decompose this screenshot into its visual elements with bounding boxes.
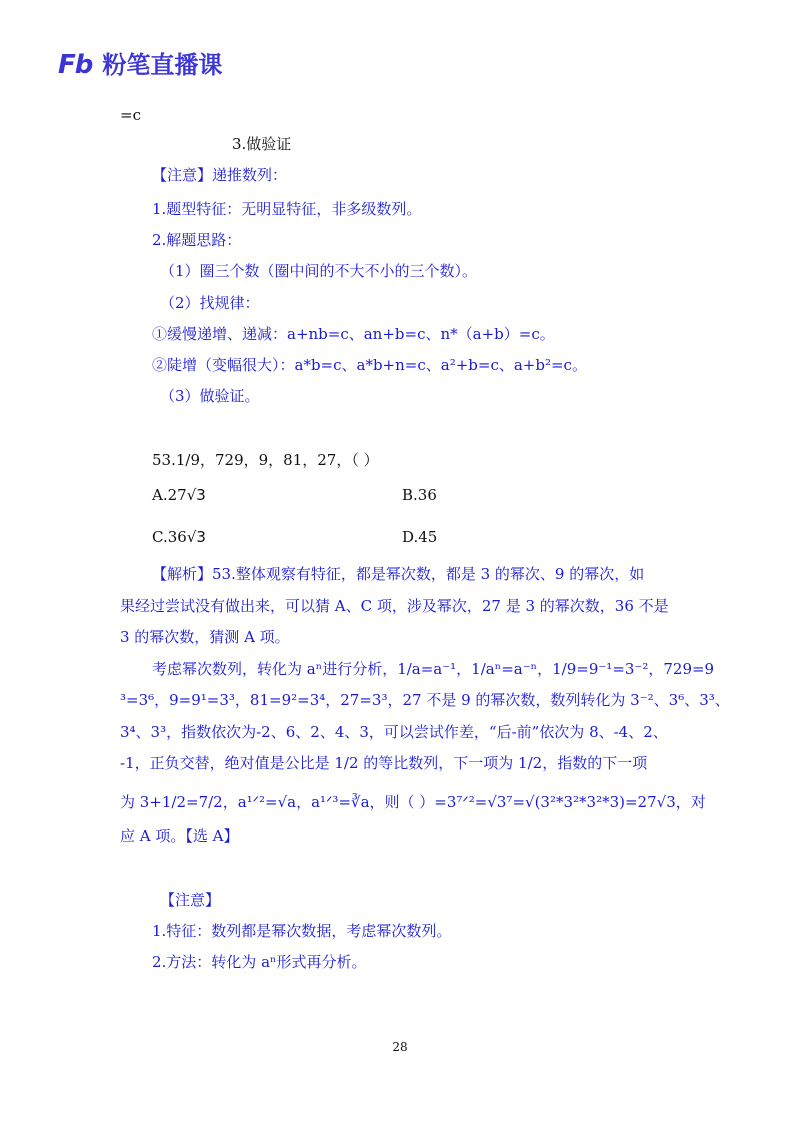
analysis-p2-line1: 考虑幂次数列，转化为 aⁿ进行分析，1/a=a⁻¹，1/aⁿ=a⁻ⁿ，1/9=9⁻¹=3⁻²，729=9	[152, 660, 715, 678]
analysis-p2-line6: 应 A 项。【选 A】	[120, 827, 239, 845]
option-c	[152, 530, 206, 545]
tip2-line2: 2.方法：转化为 aⁿ形式再分析。	[152, 953, 367, 971]
option-d: D.45	[402, 528, 438, 546]
page-number: 28	[392, 1040, 408, 1054]
tip1-line1: 1.题型特征：无明显特征，非多级数列。	[152, 200, 422, 218]
tip1-line6: ②陡增（变幅很大）：a*b=c、a*b+n=c、a²+b=c、a+b²=c。	[152, 356, 587, 374]
question-stem: 53.1/9，729，9，81，27，（ ）	[152, 451, 379, 469]
tip2-heading: 【注意】	[160, 891, 221, 909]
option-a-radical: √3	[186, 486, 206, 504]
analysis-p1-line1: 【解析】53.整体观察有特征，都是幂次数，都是 3 的幂次、9 的幂次，如	[152, 565, 645, 583]
analysis-p1-line2: 果经过尝试没有做出来，可以猜 A、C 项，涉及幂次，27 是 3 的幂次数，36 不是	[120, 597, 669, 615]
tip2-line1: 1.特征：数列都是幂次数据，考虑幂次数列。	[152, 922, 452, 940]
tip1-line3: （1）圈三个数（圈中间的不大不小的三个数）。	[160, 262, 478, 280]
analysis-p1-line3: 3 的幂次数，猜测 A 项。	[120, 628, 290, 646]
logo-text: 粉笔直播课	[102, 51, 223, 79]
analysis-p2-line5: 为 3+1/2=7/2，a¹ᐟ²=√a，a¹ᐟ³=∛a，则（ ）=3⁷ᐟ²=√3⁷=√(3²*3²*3²*3)=27√3，对	[120, 793, 706, 811]
logo-icon: Fb	[58, 50, 93, 80]
analysis-p2-line3: 3⁴、3³，指数依次为-2、6、2、4、3，可以尝试作差，“后-前”依次为 8、-4、2、	[120, 723, 668, 741]
option-a	[152, 488, 206, 503]
tip1-line5: ①缓慢递增、递减：a+nb=c、an+b=c、n*（a+b）=c。	[152, 325, 555, 343]
step3-title: 3.做验证	[232, 135, 292, 153]
tip1-line4: （2）找规律：	[160, 294, 260, 312]
top-line: =c	[120, 106, 141, 124]
option-c-label: C.36	[152, 528, 187, 546]
brand-logo	[58, 52, 222, 78]
analysis-p2-line2: ³=3⁶，9=9¹=3³，81=9²=3⁴，27=3³，27 不是 9 的幂次数，数列转化为 3⁻²、3⁶、3³、	[120, 691, 730, 709]
tip1-line2: 2.解题思路：	[152, 231, 242, 249]
tip1-line7: （3）做验证。	[160, 387, 260, 405]
option-c-radical: √3	[186, 528, 206, 546]
analysis-p2-line4: -1，正负交替，绝对值是公比是 1/2 的等比数列，下一项为 1/2，指数的下一项	[120, 754, 648, 772]
option-a-label: A.27	[152, 486, 187, 504]
tip1-heading: 【注意】递推数列：	[152, 166, 288, 184]
option-b: B.36	[402, 486, 437, 504]
